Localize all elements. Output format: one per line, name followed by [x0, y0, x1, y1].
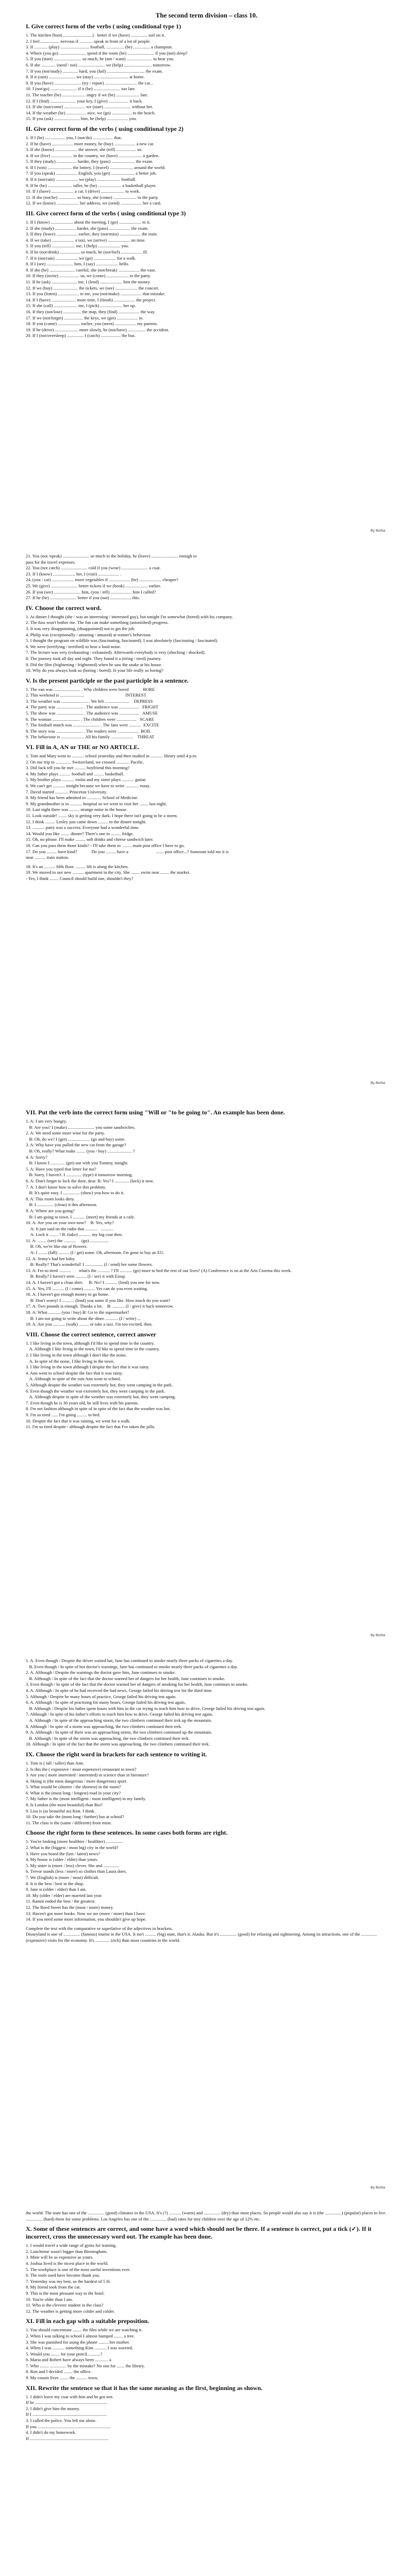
exercise-line: 17. Do you ......... have kind? Do you ......... have a ....... post office...? Someone told me it is — [26, 849, 229, 854]
exercise-line: 9. I'm so tired ...... I'm going ......... to bed. — [26, 1412, 101, 1417]
exercise-line: 8. I'm not fashion although in spite of in spite of the fact that the weather was hot. — [26, 1406, 171, 1412]
exercise-line: 3. If she (know) .................... the answer, she (tell) .................. us. — [26, 147, 143, 152]
exercise-line: 10. Although / In spite of the fact that the storm was approaching, the two climbers continued their trek. — [26, 1741, 210, 1747]
exercise-line: 6. Even though the weather was extremely hot, they went camping in the park. — [26, 1388, 166, 1394]
exercise-line: 8. My friend has been admitted to ............. School of Medicine. — [26, 795, 139, 801]
exercise-line: 4. Philip was (exceptionally / amazing / amused) at trainer's behaviour. — [26, 632, 152, 637]
exercise-line: 6. We were (terrifying / terrified) to hear a loud noise. — [26, 643, 121, 649]
exercise-list-6b — [26, 864, 387, 882]
exercise-line: 8. If it (not/rain) .................... we (play) ..................... football. — [26, 177, 137, 182]
exercise-line: B: I am not going to write about the diner. ........... (I / write) ... — [26, 1315, 141, 1321]
exercise-line: 2. When I was talking to school I almost bumped ........ a tree. — [26, 2333, 135, 2338]
exercise-line: 6. The woman ......................... . The children were .................. SCARE — [26, 716, 154, 722]
exercise-list-11 — [26, 1839, 387, 1922]
exercise-line: 14. If I (have) ...................... more time, I (finish) ................... the project. — [26, 297, 156, 302]
exercise-list-5 — [26, 687, 387, 740]
exercise-line: 7. Yesterday was my best, so the hardest of 5 H. — [26, 2278, 111, 2284]
exercise-line: 9. My cousin lives ........ the .......... town. — [26, 2375, 98, 2381]
exercise-line: 2. Lunchtime wasn't bigger than Birmingham. — [26, 2248, 108, 2254]
exercise-line: 2. What is the (biggest / most big) city in the world? — [26, 1845, 119, 1851]
exercise-line: 16. Can you pass them those kinds? - I'll take them to ......... main post office I have to go. — [26, 842, 185, 848]
exercise-list-4 — [26, 614, 387, 674]
page-2 — [7, 544, 406, 1090]
exercise-line: 9. Jane is (older / elder) than I am. — [26, 1887, 87, 1892]
exercise-line: 3. If ............ (play) .......................... football, ................ (be) ............... a champion. — [26, 44, 173, 50]
exercise-line: 5. My brother plays ........... violin and my sister plays ........... guitar. — [26, 777, 146, 783]
exercise-line: A: It just said on the radio that ........... ........... — [26, 1226, 113, 1231]
exercise-line: 25. We (give) ........................ better tickets if we (book) .................... earlier. — [26, 583, 161, 588]
exercise-list-10 — [26, 1760, 387, 1826]
exercise-line: If he ................................................................. — [26, 2400, 107, 2405]
exercise-line: 15. Oh, no please. I'll make ......... soft drinks and cheese sandwich later. — [26, 837, 154, 842]
exercise-line: 11. Ramin ended the best / the greatest. — [26, 1899, 95, 1904]
exercise-line: 7. If you (speak) ................... English, you (get) ..................... a better job. — [26, 171, 157, 176]
exercise-line: 14. A: I haven't got a clean shirt. B: No? I ........... (lend) you one for now. — [26, 1280, 160, 1285]
exercise-line: 2. A. Although / Despite the warnings the doctor gave him, Jane continues to smoke. — [26, 1670, 176, 1675]
exercise-line: 10. A: Are you on your own now? B: Yes, why? — [26, 1220, 114, 1226]
exercise-line: 7. If it (not/rain) .................... we (go) .................... for a walk. — [26, 255, 136, 261]
exercise-line: 7. We (English) is (more / most) difficult. — [26, 1875, 100, 1880]
exercise-line: 12. I think ......... Lesley just came down ......... to the dinner tonight. — [26, 819, 146, 824]
exercise-line: 6. If he (not/drink) .................. so much, he (not/feel) ................... ill. — [26, 249, 148, 255]
exercise-line: 20. If I (not/oversleep) ............... I (catch) .................. the bus. — [26, 333, 136, 338]
section-heading-10: IX. Choose the right word in brackets for each sentence to writing it. — [26, 1750, 207, 1758]
exercise-line: 3. Mine will be as expensive as yours. — [26, 2255, 94, 2260]
exercise-line: B: Really? I haven't seen .......... (I / see) it with Ezeqi. — [26, 1274, 126, 1279]
exercise-line: 2. This weekend is ...................... INTEREST — [26, 692, 146, 698]
exercise-line: 2. The fuss won't bother me. The fun can make something (astonished) progress. — [26, 620, 169, 625]
exercise-line: 3. I like living in the town although I despite the fact that it was rainy. — [26, 1364, 150, 1370]
exercise-line: 6. If I (win) ...................... the lottery, I (travel) ..................... around the world. — [26, 164, 166, 170]
exercise-line: 5. The workplace is one of the most useful inventions ever. — [26, 2266, 130, 2272]
exercise-line: 13. A: I'm so tired ........... what's the ........... ? I'll ........... (go) more to bed the rest of our lives? (A) Conference is on at the Arts Cinema this week. — [26, 1267, 292, 1273]
exercise-line: 18. It's an .......... fifth floor. ......... lift is along the kitchen. — [26, 863, 129, 869]
exercise-line: 12. If we (buy) ...................... the tickets, we (see) .................... the concert. — [26, 285, 159, 291]
exercise-line: 17. If we (not/forget) ................. the keys, we (get) ................... in. — [26, 315, 144, 320]
exercise-list-8 — [26, 1341, 387, 1430]
exercise-line: 5. A: Have you typed that letter for me? — [26, 1166, 96, 1172]
exercise-line: 5. Although / Despite he many hours of practice, George failed his driving test again. — [26, 1693, 177, 1699]
exercise-line: 12. The weather is getting more colder and colder. — [26, 2308, 115, 2314]
exercise-line: 9. Lisa is (as beautiful as) Kim. I think. — [26, 1808, 95, 1814]
document-title: The second term division – class 10. — [155, 11, 258, 19]
page-footer: By Borka — [370, 1634, 385, 1637]
exercise-line: 7. If you (not/study) .............. hard, you (fail) .................................. the exam. — [26, 68, 163, 74]
exercise-line: 17. A: Two pounds is enough. Thanks a lot. B: ........... (I / give) it back tomorrow. — [26, 1303, 174, 1309]
exercise-line: 11. If she (not/be) ................ so busy, she (come) ..................... to the party. — [26, 194, 159, 200]
exercise-line: 13. Haven't got more books. Now we are (more / more) than I have. — [26, 1910, 146, 1916]
exercise-line: B. Although / Despite his father spent hours with him in the car trying to teach him how to drive, George failed his driving test again. — [26, 1705, 266, 1711]
exercise-line: A: I ........ (fall) .......... (I / get) some. Oh, afternoon. I'm gone to buy an EU. — [26, 1250, 164, 1256]
exercise-line: 9. If you (have) ........................ (try / repair) ............................. the car... — [26, 80, 154, 86]
exercise-line: 11. A: ........ (see) the ........... (go) ................. — [26, 1238, 109, 1243]
exercise-line: 4. I didn't do my homework. — [26, 2430, 76, 2435]
exercise-line: 1. A: I am very hungry. — [26, 1118, 67, 1124]
exercise-line: 7. David started ............ Princeton University. — [26, 789, 107, 794]
exercise-line: 5. Would you ........ for your pencil............? — [26, 2351, 103, 2357]
exercise-line: 12. The Reed Street has the (most / more) money. — [26, 1904, 114, 1910]
exercise-list-2 — [26, 135, 387, 207]
exercise-line: 8. If I (see) ........................ him, I (say) .................... hello. — [26, 261, 129, 267]
exercise-line: 8. If it (rain) ........................ we (stay) ............................... at home. — [26, 74, 145, 80]
exercise-line: 3. A: Why have you pulled the new car from the garage? — [26, 1142, 126, 1148]
exercise-line: 9. A. Although / In spite of there was an approaching storm, the two climbers continued up the mountain. — [26, 1730, 212, 1735]
exercise-line: 15. If she (call) ..................... me, I (pick) .................... her up. — [26, 303, 136, 309]
exercise-line: 4. My house is (older / elder) than yours. — [26, 1857, 98, 1862]
exercise-line: 8. The journey took all day and night. They found it a (tiring / tired) journey. — [26, 655, 162, 661]
exercise-list-7 — [26, 1118, 387, 1328]
exercise-line: 13. If you (listen) ................... to me, you (not/make) ................... that mistake. — [26, 291, 166, 297]
exercise-line: 15. A: Yes, I'll ........... (I / come) .......... Yes can do you even waiting. — [26, 1285, 148, 1291]
exercise-line: B: Oh, really? What make ........ (you / buy) ...................... ? — [26, 1148, 135, 1154]
exercise-line: 2. I like living in the town although I don't like the noise. — [26, 1352, 127, 1358]
exercise-line: 3. Even though / In spite of the fact that the doctor warned her of dangers of smoking for her health, Jane continues to smoke. — [26, 1682, 249, 1687]
exercise-line: 2. On our trip to .............. Switzerland, we crossed ............ Pacific. — [26, 759, 144, 765]
exercise-line: 10. Why do you always look so (boring / bored). Is your life really so boring? — [26, 668, 163, 673]
exercise-line: 16. If they (not/lose) ................ the map, they (find) ................... the way. — [26, 309, 156, 314]
exercise-line: 3. It was very disappointing, (disappointed) not to get the job. — [26, 625, 136, 631]
exercise-line: 4. The party was ........................ . The audience was .................. FRIGHT — [26, 704, 158, 710]
exercise-line: 2. I didn't give him the money. — [26, 2405, 80, 2411]
exercise-line: 21. You (not /speak) ........................ so much in the holiday, he (leave) ........................ enough to — [26, 553, 197, 558]
exercise-line: B. Although / In spite of the fact that the doctor warned her of dangers for her health, Jane continues to smoke. — [26, 1675, 225, 1681]
page-1 — [7, 2, 406, 538]
exercise-line: 4. Joshua lived is the nicest place in the world. — [26, 2260, 109, 2266]
exercise-line: 5. The show was ........................ . The audience was .................. AMUSE — [26, 710, 158, 716]
exercise-line: 9. My grandmother is in ........... hospital so we went to visit her ........ last night. — [26, 801, 167, 806]
intro-paragraph — [26, 2210, 387, 2222]
exercise-line: 1. If I (be) .................. you, I (not/do) .................. that. — [26, 134, 122, 140]
exercise-list-3 — [26, 219, 387, 339]
exercise-line: 7. Although / In spite of his father's efforts to teach him how to drive, George failed his driving test again. — [26, 1711, 213, 1717]
exercise-line: 3. Did Jack tell you he met .......... boyfriend this morning? — [26, 765, 130, 771]
exercise-line: 1. If I (know) .................... about the meeting, I (go) .................... to it. — [26, 219, 151, 225]
exercise-line: 16. A: I haven't got enough money to go home. — [26, 1292, 109, 1297]
exercise-line: 8. Although / In spite of a storm was approaching, the two climbers continued their trek. — [26, 1723, 183, 1729]
exercise-line: 1. I would travel a wide range of gyms for training. — [26, 2243, 117, 2248]
exercise-line: 4. My father plays .......... football and ......... basketball. — [26, 771, 124, 776]
exercise-line: A. Although I like living in the town, I'd like to spend time in the country. — [26, 1346, 160, 1352]
exercise-line: 1. You're looking (more healthier / healthier) ............... — [26, 1839, 123, 1844]
exercise-list-15 — [26, 2394, 387, 2442]
exercise-line: 19. A: Are you ........... (walk) ......... or take a taxi. I'm too excited, then. — [26, 1321, 153, 1327]
page-footer: By Borka — [370, 2186, 385, 2190]
exercise-line: 10. If I (have) .................... a car, I (drive) ..................... to work. — [26, 189, 140, 194]
page-footer: By Borka — [370, 529, 385, 533]
exercise-line: 11. If he (ask) ....................... me, I (lend) .................... him the money. — [26, 279, 151, 284]
section-heading-3: III. Give correct form of the verbs ( using conditional type 3) — [26, 210, 186, 217]
exercise-line: 4. Skiing is (the most dangerous / more dangerous) sport. — [26, 1778, 127, 1784]
exercise-line: 14. If the weather (be) .................. nice, we (go) .................. to the beach. — [26, 110, 156, 115]
exercise-line: 10. I (not/go) ........................ if it (be) ........................ too late. — [26, 86, 136, 92]
exercise-line: 5. What would be (shorter / the shortest) in the room? — [26, 1784, 121, 1790]
exercise-line: 6. What is the (most long / longest) road in your city? — [26, 1790, 121, 1795]
exercise-line: 23. If I (know) .................... her, I (visit) ................... . — [26, 571, 122, 577]
exercise-line: 10. Do you take the (most long / further) bus at school? — [26, 1814, 124, 1820]
exercise-line: 6. A: Don't forget to lock the door, dear. B: Yes? I ............. (lock) it now. — [26, 1178, 154, 1183]
exercise-line: 9. A: Where are you going? — [26, 1208, 75, 1213]
exercise-line: 10. You're older than I am. — [26, 2296, 73, 2302]
exercise-line: B. Even though / In spite of hot doctor's warnings, Jane has continued to smoke nearly three packs of cigarettes a day. — [26, 1664, 238, 1669]
section-heading-7: VII. Put the verb into the correct form using "Will or "to be going to". An example has been done. — [26, 1109, 285, 1116]
exercise-line: 5. Although despite the weather was extremely hot, they went camping in the park. — [26, 1382, 173, 1387]
exercise-line: 1. I like living in the town, although I'd like to spend time in the country. — [26, 1340, 155, 1346]
exercise-line: 4. When I was ........... something Kim ........... I was worried. — [26, 2345, 133, 2351]
exercise-line: If you .................................................................. — [26, 2424, 111, 2429]
section-heading-11: Choose the right form to these sentences. In some cases both forms are right. — [26, 1829, 228, 1837]
exercise-line: 1. The kitchen floor(...........................) better if we (have) ............... soil on it. — [26, 32, 166, 38]
exercise-line: 4. A: Sorry? — [26, 1154, 47, 1160]
exercise-list-12 — [26, 1926, 387, 1944]
section-heading-1: I. Give correct form of the verbs ( using conditional type 1) — [26, 23, 181, 30]
exercise-line: 8. My friend took from the cat. — [26, 2284, 81, 2290]
exercise-line: B: Oh, do we? I (get) .................... (go and buy) some. — [26, 1136, 126, 1142]
page-footer: By Borka — [370, 1081, 385, 1085]
section-heading-4: IV. Choose the correct word. — [26, 604, 102, 612]
exercise-line: B: Are you? I (make) ........................ you some sandwiches. — [26, 1124, 136, 1130]
exercise-line: 7. The football match was ........................ . The fans were ........... EXCITE — [26, 722, 159, 728]
exercise-line: 8. Is London (the most beautiful) than Rio? — [26, 1802, 103, 1808]
section-heading-14: XI. Fill in each gap with a suitable preposition. — [26, 2317, 150, 2325]
exercise-line: 7. The lecture was very (exhausting / exhausted). Afterwards everybody is very (shocking / shocked). — [26, 650, 206, 655]
exercise-line: 15. If you (ask) ....................... him, he (help) ................... you. — [26, 116, 137, 122]
exercise-line: 12. A: Jenny's had her baby. — [26, 1256, 76, 1261]
exercise-line: 24. (you / cat) .................... more vegetables if ................... (be) .................... cheaper? — [26, 577, 178, 583]
exercise-line: A: Lock it ........ ! B. (take) ........... my big coat then. — [26, 1232, 123, 1238]
exercise-line: 14. If you need some more information, you shouldn't give up hope. — [26, 1917, 147, 1922]
exercise-line: 6. Maria and Robert have always been ............ a — [26, 2357, 111, 2363]
exercise-line: 2. I feel ................ nervous if ............ speak in front of a lot of people. — [26, 38, 151, 44]
exercise-line: 13. If she (not/come) ................... we (start) ........................ without her. — [26, 104, 153, 110]
exercise-line: 1. The van was ........................ . Why children were bored BORE — [26, 686, 155, 692]
exercise-line: 10. Despite the fact that it was raining, we went for a walk. — [26, 1418, 131, 1423]
exercise-line: B: I know I ............. (get) out with you Tommy, tonight. — [26, 1160, 128, 1166]
exercise-line: 4. Where (you go) ........................ spend if the room (be) ........................ if you (not) sleep? — [26, 50, 188, 56]
exercise-line: 1. Tom and Mary went to ........... school yesterday and then studied in ........... library until 4 p.m. — [26, 753, 197, 759]
exercise-line: 7. Who ........ ............... by the mistake? No one for ....... the library. — [26, 2363, 145, 2368]
exercise-line: 13. ........... party was a success. Everyone had a wonderful time. — [26, 825, 140, 831]
exercise-line: A. Although in spite of the rain Ann went to school. — [26, 1376, 121, 1382]
page-5 — [7, 2201, 406, 2576]
exercise-line: B: Oh, we're like out of flowers. — [26, 1244, 88, 1249]
exercise-line: 6. The tools used have become thank you. — [26, 2273, 101, 2278]
exercise-line: 11. The class is the (same / different) from mine. — [26, 1820, 112, 1825]
exercise-line: 7. Even though he is 30 years old, he still lives with his parents. — [26, 1400, 139, 1405]
exercise-line: 4. A. Although / In spite of he had received the bad news, George failed his driving test for the third time. — [26, 1687, 213, 1693]
exercise-line: 19. We moved to our new .......... apartment in the city. She ........ swim near ........ the market. — [26, 870, 190, 875]
exercise-line: 3. The weather was ........................ . We felt ...................... DEPRESS — [26, 698, 153, 704]
exercise-line: Complete the text with the comparative or superlative of the adjectives in brackets. — [26, 1925, 173, 1931]
page-3 — [7, 1096, 406, 1642]
exercise-line: 8. The story was ........................ . The readers were ................... BOIL — [26, 728, 152, 734]
exercise-line: 1. Tom is ( tall / taller) than Ann. — [26, 1760, 84, 1766]
exercise-list-14 — [26, 2327, 387, 2381]
exercise-line: 27. If he (be) ........................ better if you (not) ................... this. — [26, 595, 140, 601]
exercise-list-1 — [26, 32, 387, 122]
exercise-line: 3. Are you ( more interested / interested) in science than in literature? — [26, 1772, 149, 1778]
exercise-line: 12. If we (know) .................... her address, we (send) ................... her a card. — [26, 200, 161, 206]
exercise-line: 8. A: This room looks dirty. — [26, 1196, 75, 1201]
exercise-line: 7. A: I don't know how to solve this problem. — [26, 1184, 106, 1190]
exercise-line: 2. Is this the ( expensive / most expensive) restaurant in town? — [26, 1766, 137, 1772]
exercise-line: 6. We can't get ........... tonight because we have to write ............ essay. — [26, 783, 151, 788]
exercise-line: 5. My sister is (more / less) clever. She and .............. — [26, 1862, 119, 1868]
exercise-line: - Yes, I think ........ Council should build one, shouldn't they? — [26, 875, 134, 881]
exercise-line: 10. My (older / elder) are married last year. — [26, 1892, 103, 1898]
exercise-line: A. In spite of the noise, I like living in the town. — [26, 1358, 115, 1364]
section-heading-6: VI. Fill in A, AN or THE or NO ARTICLE. — [26, 743, 140, 751]
exercise-line: If ....................................................................... — [26, 2435, 109, 2441]
exercise-line: 8. Ron and I decided ........ the office. — [26, 2369, 92, 2375]
exercise-line: Disneyland is one of ............... (famous) tourist in the USA. It isn't .......... (big) state, that's it. Alaska. But it's ............... (good) for relaxing and sightseeing. Among its attractions, one of the .............. (expensive) visits for the economy. It's ............. (rich) than most countries in the world. — [26, 1931, 378, 1943]
exercise-line: 18. A: What ........... (you / buy) B: Go to the supermarket? — [26, 1310, 129, 1315]
exercise-line: 3. Have you heard the (last / latest) news? — [26, 1851, 100, 1856]
section-heading-5: V. Is the present participle or the past participle in a sentence. — [26, 676, 189, 684]
exercise-line: 5. If you (start) ......................... so much, he (not / want) ....................... to hear you. — [26, 56, 175, 62]
exercise-line: B: Don't worry! I ........... (lend) you some if you like. How much do you want? — [26, 1297, 171, 1303]
exercise-line: 3. If they (leave) ................... earlier, they (not/miss) ................... the train. — [26, 231, 158, 237]
exercise-line: 12. If I (find) ....................... your key, I (give) .................. it back. — [26, 98, 143, 104]
exercise-line: 9. If she (be) ....................... careful, she (not/break) ................... the vase. — [26, 267, 156, 273]
exercise-line: 26. If you (see) ........................ him, (you / tell) ................... him I called? — [26, 589, 156, 595]
section-heading-8: VIII. Choose the correct sentence, correct answer — [26, 1330, 156, 1338]
exercise-line: 9. The behaviour is ..................... All his family .................... THREAT — [26, 734, 155, 740]
exercise-line: 1. I didn't leave my coat with him and he got wet. — [26, 2394, 114, 2399]
exercise-line: 7. My father is the (most intelligent / most intelligent) in my family. — [26, 1796, 146, 1802]
exercise-line: 2. If he (have) ................... more money, he (buy) ................... a new car. — [26, 141, 155, 146]
exercise-line: 11. I'm so tired despite / although despite the fact that I've taken the pills. — [26, 1424, 155, 1430]
exercise-line: 6. A. Although / In spite of practising for many hours, George failed his driving test again. — [26, 1700, 186, 1705]
exercise-line: 9. If he (be) ...................... taller, he (be) ..................... a basketball player. — [26, 182, 157, 188]
exercise-line: B: Sorry, I haven't. I .............. (type) it tomorrow morning. — [26, 1172, 133, 1178]
exercise-line: 4. Ann went to school despite the fact that it was rainy. — [26, 1370, 123, 1376]
exercise-line: 3. I called the police. You left me alone. — [26, 2418, 96, 2424]
exercise-line: B: It's quite easy. I ............... (show) you how to do it. — [26, 1190, 125, 1196]
exercise-line: B: Really? That's wonderful! I ................ (I / send) her some flowers. — [26, 1262, 153, 1267]
exercise-line: 10. If they (invite) .................. us, we (come) .................... to the party. — [26, 273, 151, 279]
exercise-line: near .......... train station. — [26, 855, 69, 860]
exercise-line: 11. The teacher (be) ..................... angry if we (be) ..................... late. — [26, 92, 148, 97]
exercise-line: 1. A. Even though / Despite the driver waited hat, Jane has continued to smoke nearly three packs of cigarettes a day. — [26, 1658, 234, 1663]
exercise-line: 1. At dinner I thought (she / was an interesting / interested guy), but tonight I'm somewhat (bored) with his company. — [26, 614, 233, 619]
exercise-line: 19. If he (drive) ..................... more slowly, he (not/have) ................ the accident. — [26, 327, 169, 332]
exercise-line: 11. Who is the cleverer student in the class? — [26, 2302, 104, 2308]
exercise-line: 5. I thought the program on wildlife was (fascinating, fascinated). I was absolutely (fascinating / fascinated). — [26, 638, 218, 643]
exercise-list-continued — [26, 553, 387, 601]
exercise-line: 8. It is the best / best in the shop. — [26, 1880, 84, 1886]
section-heading-13: X. Some of these sentences are correct, and some have a word which should not be there. If a sentence is correct, put a tick (✓). If it incorrect, cross the unnecessary word out. The example has been done. — [26, 2225, 372, 2241]
exercise-line: 22. You (not catch) ........................ cold if you (wear) ........................ a coat. — [26, 565, 161, 571]
exercise-line: the world. The state has one of the ............... (good) climates in the USA. It's (?) ........... (warm) and ............... (dry) than most places. So people would also say it is (the ...............) (popular) places to live. ............... (hard) them for some problems. Los Angeles has one of the ............... (bad) rates for tiny children over the age of 12% etc. — [26, 2210, 388, 2222]
exercise-line: 2. A: We need some more wine for the party. — [26, 1130, 105, 1136]
exercise-list-9 — [26, 1658, 387, 1748]
exercise-line: 2. If she (study) ................... harder, she (pass) ................... the exam. — [26, 225, 149, 231]
section-heading-15: XII. Rewrite the sentence so that it has the same meaning as the first, beginning as shown. — [26, 2384, 262, 2392]
exercise-line: 4. If we (live) ................... in the country, we (have) ..................... a garden. — [26, 152, 159, 158]
exercise-line: 18. If you (come) .................... earlier, you (meet) ................... my parents. — [26, 321, 158, 327]
exercise-line: 14. Would you like ........ dinner? There's one in ......... fridge. — [26, 831, 134, 836]
exercise-line: 5. If you (tell) ..................... me, I (help) .................... you. — [26, 243, 129, 249]
exercise-line: A. Although despite in spite of the weather was extremely hot, they went camping. — [26, 1394, 176, 1400]
exercise-line: B. Although / In spite of the storm was approaching, the two climbers continued their trek. — [26, 1735, 190, 1741]
exercise-line: 9. Did the film (frightening / frightened) when he saw the snake at his house. — [26, 662, 162, 667]
exercise-line: B: I am going to town. I ........... (meet) my friends at a cafe. — [26, 1214, 135, 1219]
exercise-list-6 — [26, 753, 387, 861]
exercise-list-13 — [26, 2243, 387, 2314]
exercise-line: 5. If they (study) .................. harder, they (pass) ..................... the exam. — [26, 159, 153, 164]
exercise-line: If I ................................................................... — [26, 2412, 107, 2417]
exercise-line: 9. This is the most pleasant way to the hotel. — [26, 2290, 105, 2296]
exercise-line: 6. If she ............. (need / not) ........................ we (help) ......................... tomorrow. — [26, 62, 171, 67]
exercise-line: 1. You should concentrate ........ the film while we are watching it. — [26, 2327, 143, 2333]
exercise-line: 3. She was punished for using the phone ......... her mother. — [26, 2339, 130, 2345]
exercise-line: 10. Last night there was ......... strange noise in the house. — [26, 807, 127, 812]
exercise-line: A. Although / In spite of the approaching storm, the two climbers continued their trek up the mountain. — [26, 1717, 212, 1723]
page-4 — [7, 1649, 406, 2195]
exercise-line: B: I ............... (clean) it this afternoon. — [26, 1202, 97, 1208]
exercise-line: 11. Look outside! ........ sky is getting very dark. I hope there isn't going to be a storm. — [26, 812, 178, 818]
section-heading-2: II. Give correct form of the verbs ( using conditional type 2) — [26, 125, 184, 132]
exercise-line: pass for the travel expenses. — [26, 559, 76, 565]
exercise-line: 4. If we (take) .................... a taxi, we (arrive) .................... on time. — [26, 237, 146, 243]
exercise-line: 6. Trevor stands (less / more) so clothes than Laura does. — [26, 1869, 127, 1874]
